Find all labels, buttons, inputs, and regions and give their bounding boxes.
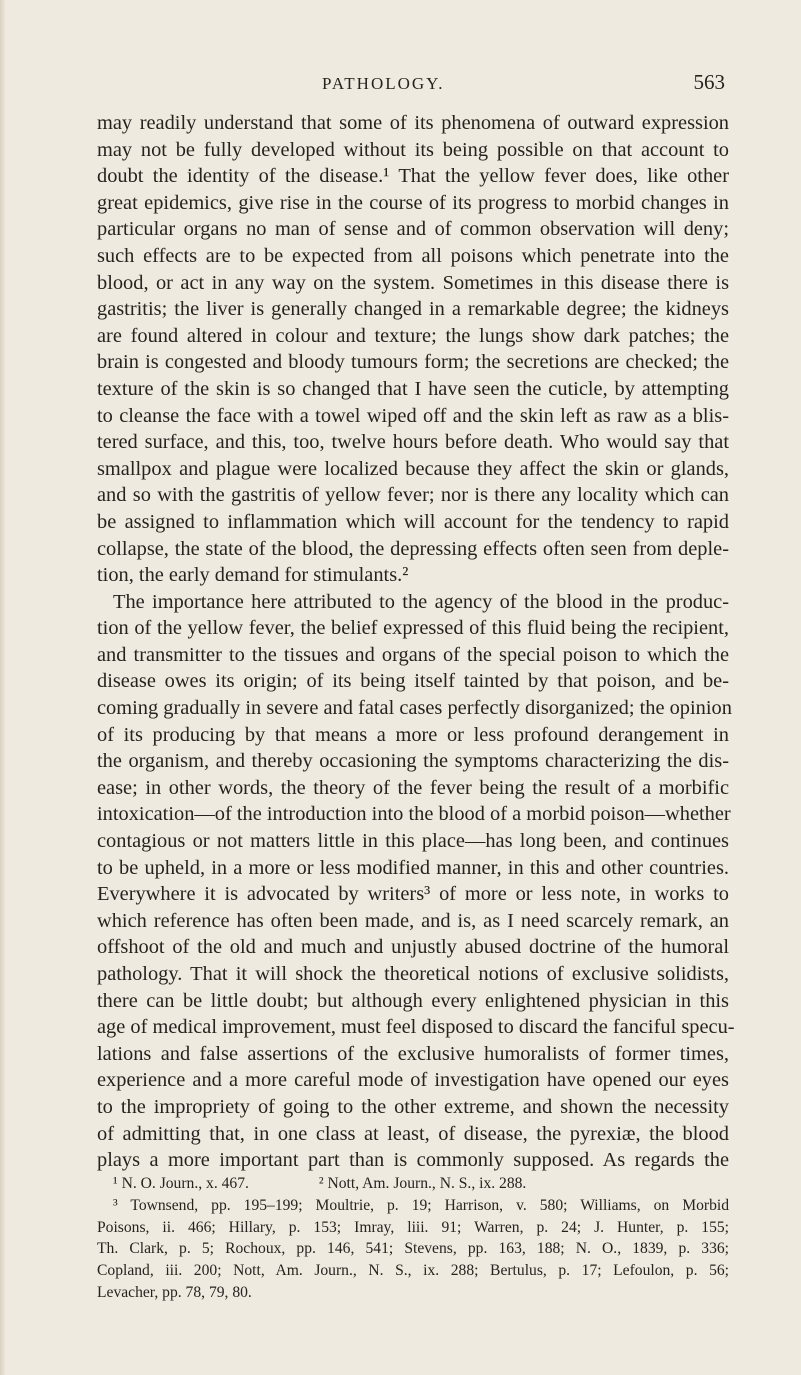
text-line: Everywhere it is advocated by writers³ of more or less note, in works to bbox=[97, 883, 729, 906]
text-line: disease owes its origin; of its being itself tainted by that poison, and be- bbox=[97, 670, 729, 693]
text-line: pathology. That it will shock the theoretical notions of exclusive solidists, bbox=[97, 963, 729, 985]
text-line: blood, or act in any way on the system. Sometimes in this disease there is bbox=[97, 271, 729, 294]
text-line: doubt the identity of the disease.¹ That the yellow fever does, like other bbox=[97, 165, 729, 188]
text-line: the organism, and thereby occasioning the symptoms characterizing the dis- bbox=[97, 750, 729, 773]
text-line: which reference has often been made, and is, as I need scarcely remark, an bbox=[97, 909, 729, 932]
text-line: are found altered in colour and texture; the lungs show dark patches; the bbox=[97, 324, 729, 347]
running-head: PATHOLOGY. bbox=[322, 74, 445, 93]
footnote-2: ² Nott, Am. Journ., N. S., ix. 288. bbox=[318, 1175, 527, 1192]
footnote-row-1-2 bbox=[97, 1173, 729, 1195]
page-number: 563 bbox=[693, 70, 725, 94]
footnote-3-line: Poisons, ii. 466; Hillary, p. 153; Imray, liii. 91; Warren, p. 24; J. Hunter, p. 155; bbox=[97, 1218, 729, 1236]
body-text bbox=[97, 110, 735, 1174]
text-line: tion of the yellow fever, the belief expressed of this fluid being the recipient, bbox=[97, 617, 729, 640]
text-line: of its producing by that means a more or less profound derangement in bbox=[97, 723, 729, 746]
footnote-3-line: ³ Townsend, pp. 195–199; Moultrie, p. 19; Harrison, v. 580; Williams, on Morbid bbox=[113, 1196, 729, 1214]
text-line: lations and false assertions of the exclusive humoralists of former times, bbox=[97, 1042, 729, 1065]
footnotes bbox=[97, 1173, 729, 1304]
text-line: and so with the gastritis of yellow fever; nor is there any locality which can bbox=[97, 484, 729, 507]
page-binding-edge bbox=[0, 0, 6, 1375]
text-line: to be upheld, in a more or less modified manner, in this and other countries. bbox=[97, 856, 729, 879]
text-line: contagious or not matters little in this place—has long been, and continues bbox=[97, 830, 729, 853]
footnote-3-line: Levacher, pp. 78, 79, 80. bbox=[97, 1283, 252, 1301]
text-line: tion, the early demand for stimulants.² bbox=[97, 564, 409, 587]
text-line: gastritis; the liver is generally changed in a remarkable degree; the kidneys bbox=[97, 298, 729, 321]
footnote-1: ¹ N. O. Journ., x. 467. bbox=[113, 1175, 249, 1192]
text-line: may readily understand that some of its phenomena of outward expression bbox=[97, 112, 729, 134]
text-line: collapse, the state of the blood, the depressing effects often seen from deple- bbox=[97, 537, 729, 560]
text-line: texture of the skin is so changed that I have seen the cuticle, by attempting bbox=[97, 377, 729, 400]
text-line: great epidemics, give rise in the course of its progress to morbid changes in bbox=[97, 191, 729, 214]
text-line: intoxication—of the introduction into the blood of a morbid poison—whether bbox=[97, 803, 731, 826]
text-line: coming gradually in severe and fatal cases perfectly disorganized; the opinion bbox=[97, 697, 732, 720]
text-line: to cleanse the face with a towel wiped off and the skin left as raw as a blis- bbox=[97, 404, 729, 427]
text-line: offshoot of the old and much and unjustly abused doctrine of the humoral bbox=[97, 936, 729, 959]
text-line: to the impropriety of going to the other extreme, and shown the necessity bbox=[97, 1095, 729, 1118]
paragraph-start-line: The importance here attributed to the agency of the blood in the produc- bbox=[113, 590, 729, 613]
text-line: may not be fully developed without its being possible on that account to bbox=[97, 138, 729, 161]
text-line: ease; in other words, the theory of the fever being the result of a morbific bbox=[97, 776, 729, 799]
text-line: be assigned to inflammation which will account for the tendency to rapid bbox=[97, 510, 729, 533]
footnote-3-line: Copland, iii. 200; Nott, Am. Journ., N. S., ix. 288; Bertulus, p. 17; Lefoulon, p. 56; bbox=[97, 1262, 729, 1280]
text-line: smallpox and plague were localized because they affect the skin or glands, bbox=[97, 457, 729, 480]
text-line: plays a more important part than is commonly supposed. As regards the bbox=[97, 1149, 729, 1172]
text-line: experience and a more careful mode of investigation have opened our eyes bbox=[97, 1069, 729, 1092]
footnote-3-line: Th. Clark, p. 5; Rochoux, pp. 146, 541; Stevens, pp. 163, 188; N. O., 1839, p. 336; bbox=[97, 1240, 729, 1258]
text-line: particular organs no man of sense and of common observation will deny; bbox=[97, 218, 729, 241]
text-line: there can be little doubt; but although every enlightened physician in this bbox=[97, 989, 729, 1012]
text-line: and transmitter to the tissues and organs of the special poison to which the bbox=[97, 643, 729, 666]
text-line: tered surface, and this, too, twelve hours before death. Who would say that bbox=[97, 431, 729, 454]
text-line: of admitting that, in one class at least, of disease, the pyrexiæ, the blood bbox=[97, 1122, 729, 1145]
text-line: brain is congested and bloody tumours form; the secretions are checked; the bbox=[97, 351, 729, 374]
page-header bbox=[0, 70, 801, 98]
text-line: such effects are to be expected from all poisons which penetrate into the bbox=[97, 244, 729, 267]
text-line: age of medical improvement, must feel disposed to discard the fanciful specu- bbox=[97, 1016, 735, 1039]
